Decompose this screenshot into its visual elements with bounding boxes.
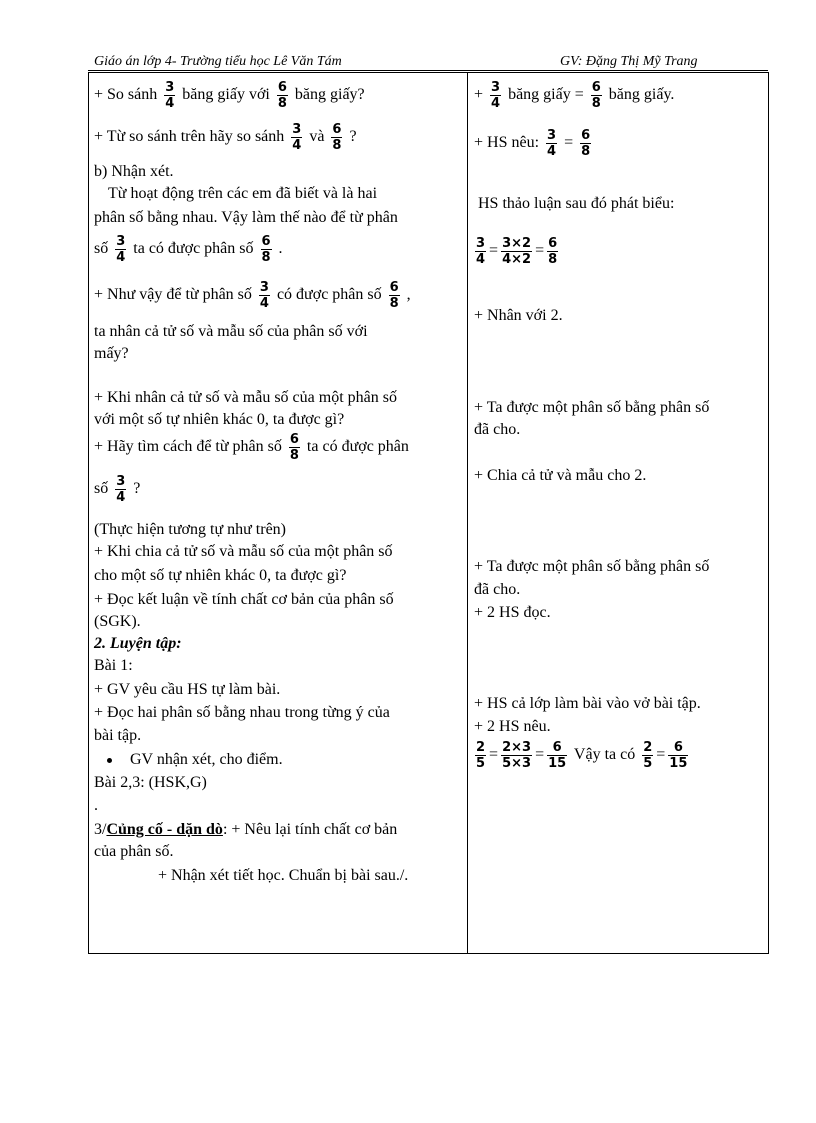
fraction: $\frac{6}{15}$	[669, 740, 688, 771]
left-line-7: + Như vậy để từ phân số $\frac{3}{4}$ có được phân số $\frac{6}{8}$ ,	[94, 280, 411, 311]
fraction: $\frac{3}{4}$	[547, 128, 557, 159]
left-line-2: + Từ so sánh trên hãy so sánh $\frac{3}{4}$ và $\frac{6}{8}$ ?	[94, 122, 357, 153]
left-line-18: (SGK).	[94, 613, 141, 630]
left-line-5: phân số bằng nhau. Vậy làm thế nào để từ phân	[94, 209, 398, 226]
fraction: $\frac{3}{4}$	[491, 80, 501, 111]
fraction: $\frac{3}{4}$	[165, 80, 175, 111]
left-line-14: (Thực hiện tương tự như trên)	[94, 521, 286, 538]
fraction: $\frac{6}{15}$	[548, 740, 567, 771]
left-line-3: b) Nhận xét.	[94, 163, 174, 180]
right-line-1: + $\frac{3}{4}$ băng giấy = $\frac{6}{8}$ băng giấy.	[474, 80, 675, 111]
left-line-10: + Khi nhân cả tử số và mẫu số của một phân số	[94, 389, 397, 406]
fraction: $\frac{3}{4}$	[292, 122, 302, 153]
header-school: Giáo án lớp 4- Trường tiểu học Lê Văn Tám	[94, 54, 342, 69]
right-line-11: + 2 HS đọc.	[474, 604, 551, 621]
fraction: $\frac{6}{8}$	[389, 280, 399, 311]
column-divider	[467, 72, 468, 954]
fraction: $\frac{3\times 2}{4\times 2}$	[502, 236, 532, 267]
right-line-13: + 2 HS nêu.	[474, 718, 551, 735]
right-line-7: đã cho.	[474, 421, 521, 438]
left-line-23: bài tập.	[94, 727, 142, 744]
left-line-25: Bài 2,3: (HSK,G)	[94, 774, 207, 791]
left-line-9: mấy?	[94, 345, 129, 362]
right-line-10: đã cho.	[474, 581, 521, 598]
fraction: $\frac{6}{8}$	[591, 80, 601, 111]
right-line-2: + HS nêu: $\frac{3}{4}$ = $\frac{6}{8}$	[474, 128, 591, 159]
fraction: $\frac{2}{5}$	[643, 740, 653, 771]
left-line-17: + Đọc kết luận về tính chất cơ bản của phân số	[94, 591, 394, 608]
bullet-dot	[107, 758, 112, 763]
fraction: $\frac{6}{8}$	[581, 128, 591, 159]
left-line-13: số $\frac{3}{4}$ ?	[94, 474, 141, 505]
fraction: $\frac{6}{8}$	[332, 122, 342, 153]
right-line-3: HS thảo luận sau đó phát biểu:	[478, 195, 675, 212]
right-line-9: + Ta được một phân số bằng phân số	[474, 558, 710, 575]
right-line-5: + Nhân với 2.	[474, 307, 563, 324]
left-line-6: số $\frac{3}{4}$ ta có được phân số $\frac{6}{8}$ .	[94, 234, 283, 265]
section-practice-title: 2. Luyện tập:	[94, 635, 182, 652]
header-teacher: GV: Đặng Thị Mỹ Trang	[560, 54, 698, 69]
fraction: $\frac{2}{5}$	[476, 740, 486, 771]
fraction: $\frac{6}{8}$	[277, 80, 287, 111]
left-line-8: ta nhân cả tử số và mẫu số của phân số với	[94, 323, 368, 340]
left-line-28: của phân số.	[94, 843, 174, 860]
left-line-20: Bài 1:	[94, 657, 133, 674]
left-line-12: + Hãy tìm cách để từ phân số $\frac{6}{8}$ ta có được phân	[94, 432, 409, 463]
right-line-8: + Chia cả tử và mẫu cho 2.	[474, 467, 647, 484]
left-line-11: với một số tự nhiên khác 0, ta được gì?	[94, 411, 345, 428]
left-line-27: 3/Củng cố - dặn dò: + Nêu lại tính chất cơ bản	[94, 821, 398, 838]
right-line-4: $\frac{3}{4}$ = $\frac{3\times 2}{4\times 2}$ = $\frac{6}{8}$	[476, 236, 558, 267]
fraction: $\frac{3}{4}$	[116, 474, 126, 505]
fraction: $\frac{6}{8}$	[289, 432, 299, 463]
fraction: $\frac{3}{4}$	[116, 234, 126, 265]
fraction: $\frac{3}{4}$	[476, 236, 486, 267]
right-line-6: + Ta được một phân số bằng phân số	[474, 399, 710, 416]
right-line-14: $\frac{2}{5}$ = $\frac{2\times 3}{5\times 3}$ = $\frac{6}{15}$ Vậy ta có $\frac{2}{5}$ = $\frac{6}{15}$	[476, 740, 688, 771]
fraction: $\frac{3}{4}$	[259, 280, 269, 311]
left-line-24: GV nhận xét, cho điểm.	[130, 751, 283, 768]
left-line-16: cho một số tự nhiên khác 0, ta được gì?	[94, 567, 347, 584]
left-line-1: + So sánh $\frac{3}{4}$ băng giấy với $\frac{6}{8}$ băng giấy?	[94, 80, 365, 111]
fraction: $\frac{6}{8}$	[261, 234, 271, 265]
right-line-12: + HS cả lớp làm bài vào vở bài tập.	[474, 695, 701, 712]
left-line-26: .	[94, 797, 98, 814]
left-line-29: + Nhận xét tiết học. Chuẩn bị bài sau./.	[158, 867, 409, 884]
left-line-22: + Đọc hai phân số bằng nhau trong từng ý của	[94, 704, 390, 721]
section-wrapup-title: Củng cố - dặn dò	[106, 821, 223, 838]
fraction: $\frac{6}{8}$	[548, 236, 558, 267]
left-line-4: Từ hoạt động trên các em đã biết và là hai	[108, 185, 378, 202]
fraction: $\frac{2\times 3}{5\times 3}$	[502, 740, 532, 771]
left-line-21: + GV yêu cầu HS tự làm bài.	[94, 681, 281, 698]
left-line-15: + Khi chia cả tử số và mẫu số của một phân số	[94, 543, 393, 560]
header-rule	[88, 70, 768, 71]
page-header	[88, 52, 768, 72]
